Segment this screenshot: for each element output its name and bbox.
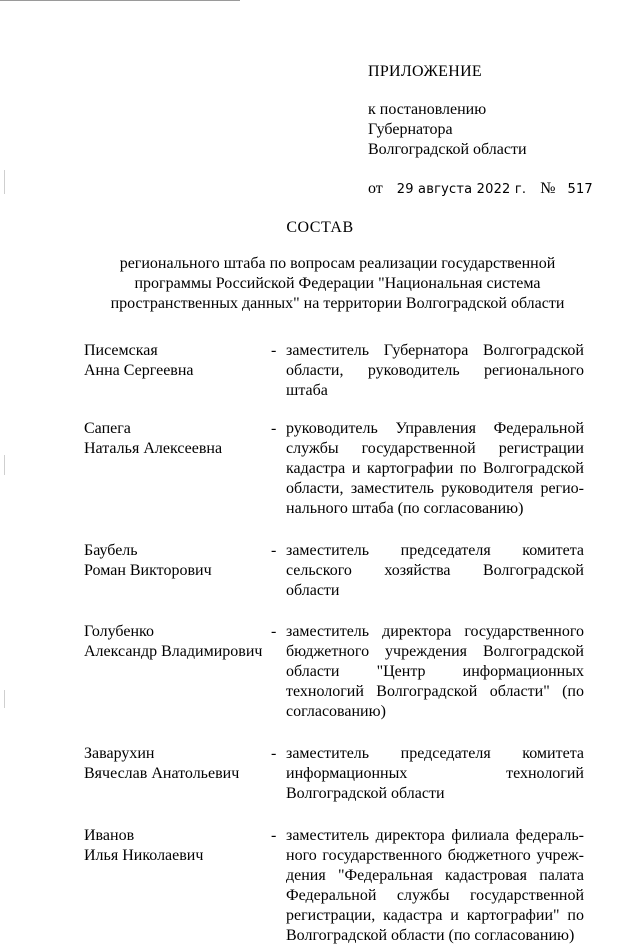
member-name <box>84 826 277 866</box>
appendix-title: ПРИЛОЖЕНИЕ <box>368 63 483 80</box>
appendix-block <box>368 62 593 200</box>
decree-number: 517 <box>567 182 593 197</box>
scan-margin-mark <box>4 690 5 708</box>
member-role: руководитель Управления Федеральной службы государственной регистрации кадастра и картографии по Волгоградской области, заместитель руководителя регионального штаба (по согласованию) <box>286 420 584 517</box>
date-prefix: от <box>368 180 383 197</box>
member-dash: - <box>271 827 277 844</box>
member-entry <box>84 744 588 804</box>
member-role: заместитель директора государственного бюджетного учреждения Волгоградской области "Центр информационных технологий Волгоградской области" (по согласованию) <box>286 623 584 720</box>
member-surname: Баубель <box>84 542 138 559</box>
member-given-names: Наталья Алексеевна <box>84 440 223 457</box>
member-role: заместитель председателя комитета информационных технологий Волгоградской области <box>286 745 584 802</box>
scan-margin-mark <box>4 455 5 475</box>
member-name <box>84 622 277 662</box>
member-entry <box>84 622 588 722</box>
number-sign: № <box>540 180 556 197</box>
member-surname: Голубенко <box>84 623 154 640</box>
appendix-line: Губернатора <box>368 121 453 138</box>
member-dash: - <box>271 542 277 559</box>
member-given-names: Анна Сергеевна <box>84 362 194 379</box>
member-entry <box>84 341 588 401</box>
member-name <box>84 744 277 784</box>
member-name <box>84 419 277 459</box>
member-dash: - <box>271 420 277 437</box>
appendix-line: к постановлению <box>368 101 487 118</box>
member-given-names: Илья Николаевич <box>84 847 204 864</box>
member-role: заместитель Губернатора Волгоградской области, руководитель регионального штаба <box>286 342 584 399</box>
member-surname: Заварухин <box>84 745 155 762</box>
member-dash: - <box>271 623 277 640</box>
decree-date-line <box>368 179 593 200</box>
member-given-names: Вячеслав Анатольевич <box>84 765 240 782</box>
member-name <box>84 541 277 581</box>
document-subtitle: регионального штаба по вопросам реализации государственной программы Российской Федерации "Национальная система пространственных данных" на территории Волгоградской области <box>110 255 565 312</box>
member-given-names: Роман Викторович <box>84 562 212 579</box>
member-dash: - <box>271 342 277 359</box>
member-surname: Иванов <box>84 827 135 844</box>
appendix-reference <box>368 100 593 160</box>
member-dash: - <box>271 745 277 762</box>
member-surname: Писемская <box>84 342 158 359</box>
member-name <box>84 341 277 381</box>
scan-edge-line <box>0 0 240 1</box>
document-title: СОСТАВ <box>286 219 354 236</box>
member-entry <box>84 826 588 946</box>
member-entry <box>84 541 588 601</box>
member-entry <box>84 419 588 519</box>
member-surname: Сапега <box>84 420 131 437</box>
decree-date: 29 августа 2022 г. <box>396 182 527 197</box>
member-given-names: Александр Владимирович <box>84 643 263 660</box>
members-list <box>84 341 588 946</box>
appendix-line: Волгоградской области <box>368 141 527 158</box>
member-role: заместитель директора филиала федерального государственного бюджетного учреждения "Федеральная кадастровая палата Федеральной службы государственной регистрации, кадастра и картографии" по Волгоградской области (по согласованию) <box>286 827 584 944</box>
member-role: заместитель председателя комитета сельского хозяйства Волгоградской области <box>286 542 584 599</box>
scan-margin-mark <box>4 170 5 194</box>
